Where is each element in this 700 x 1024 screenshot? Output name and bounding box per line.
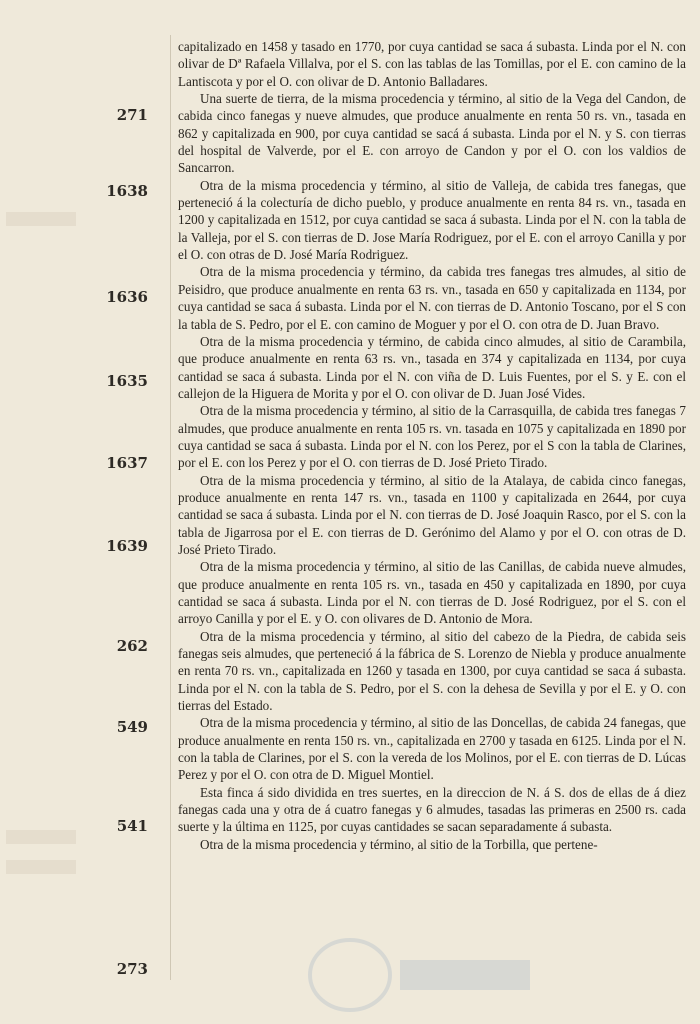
paragraph: Otra de la misma procedencia y término, al sitio de la Carrasquilla, de cabida tres fanegas 7 almudes, que produce anualmente en renta 105 rs. vn. tasada en 1075 y capitalizada en 1890 por cuya cantidad se saca á subasta. Linda por el N. con los Perez, por el S con la tabla de Clarines, por el E. con los Perez y por el O. con tierras de D. José Prieto Tirado.	[178, 403, 686, 471]
margin-number: 1636	[106, 288, 148, 306]
paragraph: Otra de la misma procedencia y término, al sitio del cabezo de la Piedra, de cabida seis fanegas seis almudes, que perteneció á la fábrica de S. Lorenzo de Niebla y produce anualmente en renta 70 rs. vn., capitalizada en 1260 y tasada en 1300, por cuya cantidad se saca á subasta. Linda por el N. con la tabla de S. Pedro, por el S. con la dehesa de Sevilla y por el E. y O. con tierras del Estado.	[178, 628, 686, 714]
paragraph: Otra de la misma procedencia y término, al sitio de la Torbilla, que pertene-	[200, 836, 598, 852]
paragraph: Otra de la misma procedencia y término, al sitio de las Doncellas, de cabida 24 fanegas, que produce anualmente en renta 150 rs. vn., capitalizada en 2700 y tasada en 6125. Linda por el N. con la tabla de Clarines, por el S. con la vereda de los Molinos, por el E. con tierras de D. Lúcas Perez y por el O. con otra de D. Miguel Montiel.	[178, 715, 686, 783]
margin-number: 271	[116, 106, 148, 124]
paragraph: Otra de la misma procedencia y término, da cabida tres fanegas tres almudes, al sitio de Peisidro, que produce anualmente en renta 63 rs. vn., tasada en 650 y capitalizada en 1134, por cuya cantidad se saca á subasta. Linda por el N. con tierras de D. Antonio Toscano, por el S con la tabla de S. Pedro, por el E. con camino de Moguer y por el O. con otra de D. Juan Bravo.	[178, 264, 686, 332]
margin-number: 1639	[106, 537, 148, 555]
margin-number: 262	[116, 637, 148, 655]
margin-number: 1635	[106, 372, 148, 390]
margin-numbers	[0, 0, 170, 1024]
margin-number: 273	[116, 960, 148, 978]
paragraph: Otra de la misma procedencia y término, al sitio de Valleja, de cabida tres fanegas, que perteneció á la colecturía de dicho pueblo, y produce anualmente en renta 84 rs. vn., tasada en 1200 y capitalizada en 1512, por cuya cantidad se saca á subasta. Linda por el N. con la tabla de la Valleja, por el S. con tierras de D. Jose María Rodriguez, por el E. con el arroyo Canilla y por el O. con otras de D. José María Rodriguez.	[178, 177, 686, 263]
paragraph: Otra de la misma procedencia y término, al sitio de la Atalaya, de cabida cinco fanegas, produce anualmente en renta 147 rs. vn., tasada en 1100 y capitalizada en 2644, por cuya cantidad se saca á subasta. Linda por el N. con tierras de D. José Joaquin Rasco, por el S. con la tabla de Jigarrosa por el E. con tierras de D. Gerónimo del Alamo y por el O. con otras de D. José Prieto Tirado.	[178, 472, 686, 557]
paragraph: Una suerte de tierra, de la misma procedencia y término, al sitio de la Vega del Candon, de cabida cinco fanegas y nueve almudes, que produce anualmente en renta 50 rs. vn., tasada en 862 y capitalizada en 900, por cuya cantidad se sacá á subasta. Linda por el N. y S. con tierras del hospital de Valverde, por el E. con arroyo de Candon y por el O. con los valdios de Sancarron.	[178, 91, 686, 176]
margin-number: 541	[116, 817, 148, 835]
body-text	[178, 38, 686, 853]
library-watermark-icon	[290, 930, 540, 1020]
paragraph: capitalizado en 1458 y tasado en 1770, por cuya cantidad se saca á subasta. Linda por el N. con olivar de Dª Rafaela Villalva, por el S. con las tablas de las Tomillas, por el E. con camino de la Lantiscota y por el O. con olivar de D. Antonio Balladares.	[178, 39, 686, 89]
margin-number: 549	[116, 718, 148, 736]
margin-rule	[170, 35, 171, 980]
margin-number: 1637	[106, 454, 148, 472]
margin-number: 1638	[106, 182, 148, 200]
paragraph: Otra de la misma procedencia y término, de cabida cinco almudes, al sitio de Carambila, que produce anualmente en renta 63 rs. vn., tasada en 374 y capitalizada en 1134, por cuya cantidad se saca á subasta. Linda por el N. con viña de D. Luis Fuentes, por el S. y E. con el callejon de la Higuera de Morita y por el O. con olivar de D. Juan José Vides.	[178, 333, 686, 401]
paragraph: Esta finca á sido dividida en tres suertes, en la direccion de N. á S. dos de ellas de á diez fanegas cada una y otra de á cuatro fanegas y 6 almudes, tasadas las primeras en 2500 rs. cada suerte y la última en 1125, por cuyas cantidades se sacan separadamente á subasta.	[178, 784, 686, 835]
paragraph: Otra de la misma procedencia y término, al sitio de las Canillas, de cabida nueve almudes, que produce anualmente en renta 105 rs. vn., tasada en 450 y capitalizada en 1890, por cuya cantidad se saca á subasta. Linda por el N. con tierras de D. José Rodriguez, por el S. con el arroyo Canilla y por el E. y O. con olivares de D. Antonio de Mora.	[178, 559, 686, 627]
